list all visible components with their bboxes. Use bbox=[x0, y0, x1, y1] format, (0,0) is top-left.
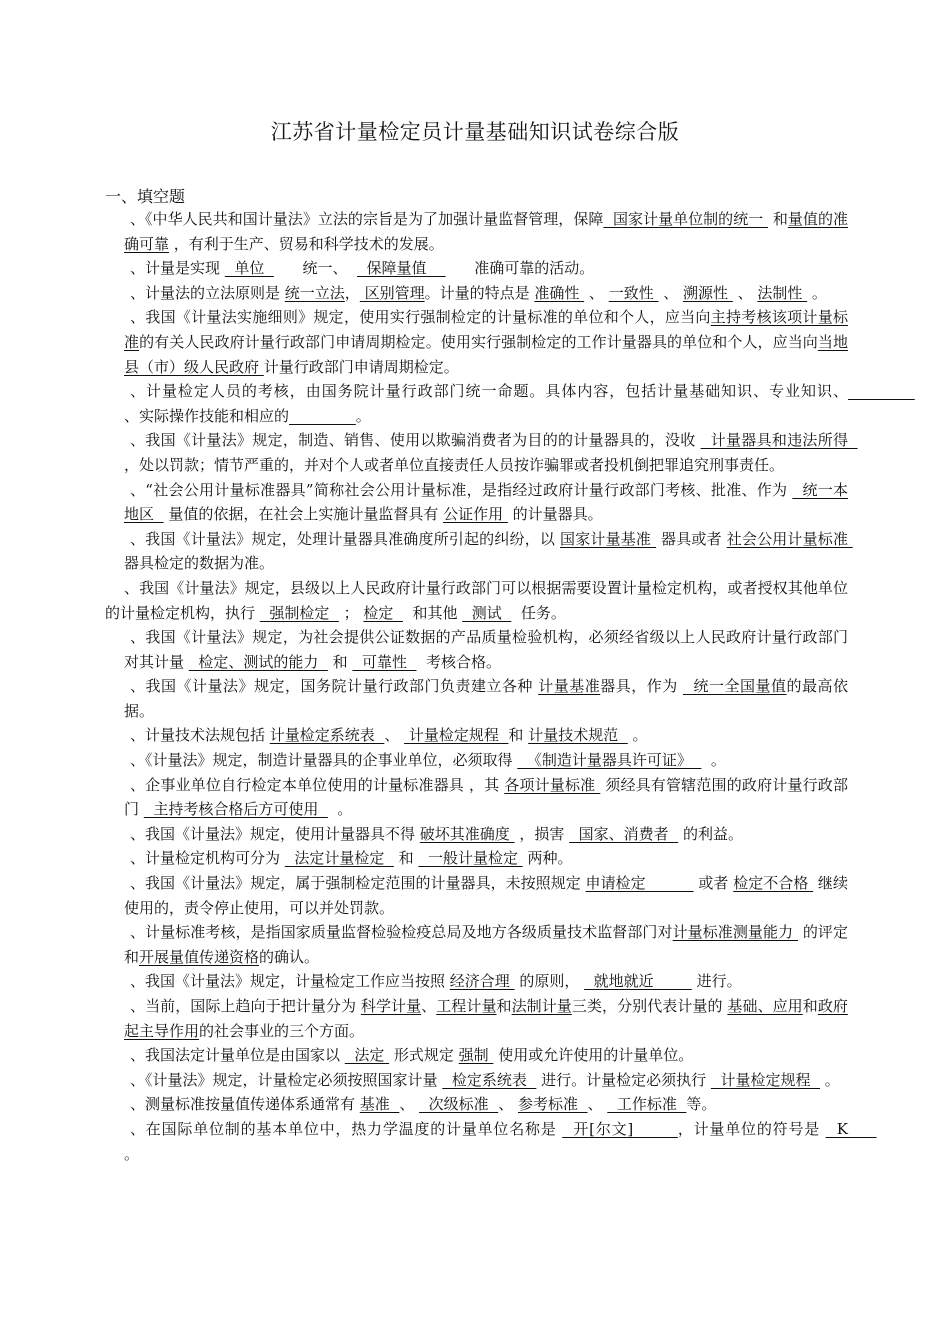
question-text: 进行。计量检定必须执行 bbox=[536, 1070, 711, 1089]
answer-blank: 国家、消费者 bbox=[569, 824, 679, 843]
question-text: 、计量检定机构可分为 bbox=[130, 849, 285, 868]
question-text: 继续使用的，责令停止使用，可以并处罚款。 bbox=[124, 874, 848, 917]
answer-blank: 统一本地区 bbox=[124, 480, 848, 524]
question-text: 、《中华人民共和国计量法》立法的宗旨是为了加强计量监督管理，保障 bbox=[130, 210, 604, 228]
answer-blank: 溯源性 bbox=[683, 283, 733, 302]
question-text: 、 bbox=[421, 997, 437, 1015]
question-text: 、企事业单位自行检定本单位使用的计量标准器具 ，其 bbox=[130, 775, 505, 794]
answer-blank: 法制计量 bbox=[511, 997, 572, 1015]
question-text: 、《计量法》规定，制造计量器具的企事业单位，必须取得 bbox=[130, 751, 518, 770]
question-text: 、计量法的立法原则是 bbox=[130, 283, 285, 302]
question-item bbox=[124, 969, 848, 994]
question-item bbox=[124, 478, 848, 527]
question-text: ，计量单位的符号是 bbox=[677, 1119, 826, 1138]
answer-blank: 测试 bbox=[462, 603, 512, 622]
question-text: 三类，分别代表计量的 bbox=[571, 997, 728, 1015]
answer-blank: 统一立法 bbox=[284, 283, 345, 302]
answer-blank: 单位 bbox=[224, 259, 274, 278]
answer-blank: 当地县（市）级人民政府 bbox=[124, 332, 848, 376]
answer-blank: 工程计量 bbox=[436, 997, 497, 1015]
question-text: 形式规定 bbox=[389, 1046, 459, 1065]
question-item bbox=[124, 871, 848, 920]
question-text: 、我国《计量法》规定，属于强制检定范围的计量器具，未按照规定 bbox=[130, 874, 586, 893]
answer-blank: 强制 bbox=[458, 1046, 494, 1065]
question-item bbox=[124, 1117, 882, 1166]
answer-blank: 计量检定规程 bbox=[404, 726, 509, 745]
answer-blank: 保障量值 bbox=[357, 259, 446, 278]
section-heading: 一、填空题 bbox=[105, 187, 186, 206]
answer-blank: 申请检定 bbox=[585, 874, 694, 893]
question-text: 、我国《计量法》规定，为社会提供公证数据的产品质量检验机构，必须经省级以上人民政府计量行政部门对其计量 bbox=[124, 628, 848, 671]
answer-blank: 法制性 bbox=[757, 283, 808, 302]
answer-blank: 计量器具和违法所得 bbox=[700, 431, 858, 450]
answer-blank: 一致性 bbox=[608, 283, 659, 302]
question-item bbox=[124, 674, 848, 723]
answer-blank: 破坏其准确度 bbox=[419, 824, 515, 843]
question-item bbox=[124, 1068, 848, 1093]
answer-blank: 区别管理 bbox=[359, 283, 425, 302]
question-text: 考核合格。 bbox=[416, 652, 502, 671]
answer-blank: 计量检定系统表 bbox=[269, 726, 385, 745]
answer-blank: 经济合理 bbox=[449, 972, 515, 991]
question-text: 等。 bbox=[686, 1095, 717, 1114]
question-text: 、实际操作技能和相应的 bbox=[124, 406, 290, 425]
question-text: 任务。 bbox=[511, 603, 566, 622]
question-text: ， bbox=[344, 283, 360, 302]
answer-blank: 就地就近 bbox=[584, 972, 692, 991]
question-text: 、 bbox=[498, 1095, 518, 1114]
question-text: 器具或者 bbox=[656, 529, 727, 548]
question-text: 、我国《计量法实施细则》规定，使用实行强制检定的计量标准的单位和个人，应当向 bbox=[130, 308, 711, 327]
question-text: 、 bbox=[587, 1095, 608, 1114]
question-text: 准确可靠的活动。 bbox=[445, 259, 595, 278]
answer-blank: 一般计量检定 bbox=[418, 849, 523, 868]
question-text: 进行。 bbox=[691, 972, 742, 991]
question-text: 、 bbox=[584, 283, 609, 302]
question-item bbox=[124, 1043, 848, 1068]
answer-blank: 国家计量单位制的统一 bbox=[603, 210, 769, 228]
answer-blank: 参考标准 bbox=[517, 1095, 588, 1114]
question-text: ，有利于生产、贸易和科学技术的发展。 bbox=[169, 234, 444, 253]
question-text: 、《计量法》规定，计量检定必须按照国家计量 bbox=[130, 1070, 443, 1089]
question-text: 、计量检定人员的考核，由国务院计量行政部门统一命题。具体内容，包括计量基础知识、专业知识、 bbox=[130, 382, 848, 401]
question-item bbox=[105, 576, 848, 625]
question-item bbox=[124, 625, 848, 674]
question-text: 。 bbox=[627, 726, 648, 745]
question-text: 。 bbox=[701, 751, 726, 770]
question-item bbox=[124, 822, 848, 847]
answer-blank: 检定 bbox=[363, 603, 403, 622]
answer-blank: 强制检定 bbox=[259, 603, 339, 622]
question-text: 。 bbox=[124, 1119, 882, 1163]
question-item bbox=[124, 428, 863, 477]
question-text: 和 bbox=[508, 726, 529, 745]
question-text: 和 bbox=[327, 652, 353, 671]
answer-blank: 社会公用计量标准 bbox=[726, 529, 853, 548]
question-text: 的社会事业的三个方面。 bbox=[199, 1021, 365, 1040]
question-text: 的有关人民政府计量行政部门申请周期检定。使用实行强制检定的工作计量器具的单位和个人，应当向 bbox=[139, 332, 818, 351]
answer-blank: 检定系统表 bbox=[442, 1070, 537, 1089]
question-text: 、“社会公用计量标准器具”简称社会公用计量标准，是指经过政府计量行政部门考核、批准、作为 bbox=[130, 480, 793, 499]
question-text: 使用或允许使用的计量单位。 bbox=[493, 1046, 694, 1065]
question-text: 、测量标准按量值传递体系通常有 bbox=[130, 1095, 360, 1114]
answer-blank: 检定不合格 bbox=[733, 874, 814, 893]
question-text: 器具，作为 bbox=[600, 677, 683, 696]
question-text: 、我国《计量法》规定，处理计量器具准确度所引起的纠纷，以 bbox=[130, 529, 561, 548]
question-text: 。计量的特点是 bbox=[424, 283, 535, 302]
question-text: 或者 bbox=[693, 874, 734, 893]
answer-blank: K bbox=[825, 1119, 877, 1138]
question-text: ，损害 bbox=[514, 824, 570, 843]
answer-blank: 计量标准测量能力 bbox=[672, 923, 798, 942]
question-text: 、 bbox=[384, 726, 405, 745]
question-text: 、 bbox=[658, 283, 684, 302]
question-text: 、 bbox=[399, 1095, 420, 1114]
question-text: ； bbox=[338, 603, 364, 622]
document-title: 江苏省计量检定员计量基础知识试卷综合版 bbox=[270, 120, 680, 144]
question-text: 、在国际单位制的基本单位中，热力学温度的计量单位名称是 bbox=[130, 1119, 563, 1138]
question-item bbox=[124, 773, 848, 822]
question-text: 。 bbox=[819, 1070, 840, 1089]
question-text: 、我国法定计量单位是由国家以 bbox=[130, 1046, 345, 1065]
question-item bbox=[124, 994, 848, 1043]
answer-blank: 量值的准确可靠 bbox=[124, 210, 848, 253]
question-text: 的利益。 bbox=[678, 824, 743, 843]
answer-blank: 计量技术规范 bbox=[528, 726, 628, 745]
question-text: 和 bbox=[496, 997, 512, 1015]
question-text: 的确认。 bbox=[259, 947, 320, 966]
answer-blank bbox=[848, 382, 915, 400]
answer-blank: 法定 bbox=[344, 1046, 390, 1065]
question-item bbox=[124, 527, 858, 576]
answer-blank: 政府起主导作用 bbox=[124, 997, 848, 1040]
question-text: 和 bbox=[393, 849, 419, 868]
question-item bbox=[124, 920, 848, 969]
answer-blank: 基础、应用 bbox=[727, 997, 803, 1015]
question-item bbox=[124, 1092, 848, 1117]
answer-blank: 《制造计量器具许可证》 bbox=[517, 751, 702, 770]
answer-blank: 基准 bbox=[359, 1095, 400, 1114]
question-item bbox=[124, 281, 848, 306]
answer-blank: 次级标准 bbox=[419, 1095, 499, 1114]
question-item bbox=[124, 748, 848, 773]
question-text: 、计量是实现 bbox=[130, 259, 225, 278]
question-item bbox=[124, 305, 848, 379]
question-text: 量值的依据，在社会上实施计量监督具有 bbox=[163, 505, 444, 524]
question-text: 、计量标准考核，是指国家质量监督检验检疫总局及地方各级质量技术监督部门对 bbox=[130, 923, 673, 942]
question-item bbox=[124, 379, 848, 428]
question-text: 器具检定的数据为准。 bbox=[124, 529, 858, 573]
answer-blank: 开[尔文] bbox=[562, 1119, 678, 1138]
answer-blank: 准确性 bbox=[534, 283, 585, 302]
answer-blank: 科学计量 bbox=[360, 997, 422, 1015]
question-item bbox=[124, 723, 848, 748]
answer-blank: 主持考核合格后方可使用 bbox=[143, 800, 328, 819]
answer-blank: 公证作用 bbox=[443, 505, 508, 524]
answer-blank: 各项计量标准 bbox=[504, 775, 601, 794]
answer-blank: 工作标准 bbox=[607, 1095, 687, 1114]
question-text: ，处以罚款；情节严重的，并对个人或者单位直接责任人员按诈骗罪或者投机倒把罪追究刑事责任。 bbox=[124, 431, 863, 474]
question-text: 、我国《计量法》规定，使用计量器具不得 bbox=[130, 824, 420, 843]
answer-blank: 检定、测试的能力 bbox=[188, 652, 328, 671]
answer-blank: 法定计量检定 bbox=[284, 849, 394, 868]
question-text: 、我国《计量法》规定，制造、销售、使用以欺骗消费者为目的的计量器具的，没收 bbox=[130, 431, 701, 450]
answer-blank: 国家计量基准 bbox=[560, 529, 657, 548]
question-text: 、计量技术法规包括 bbox=[130, 726, 270, 745]
answer-blank bbox=[289, 407, 356, 425]
question-text: 、当前，国际上趋向于把计量分为 bbox=[130, 997, 361, 1015]
question-item bbox=[124, 256, 848, 281]
question-text: 。 bbox=[355, 406, 371, 425]
answer-blank: 计量基准 bbox=[538, 677, 601, 696]
answer-blank: 计量检定规程 bbox=[710, 1070, 820, 1089]
question-list bbox=[105, 207, 882, 1166]
question-text: 统一、 bbox=[273, 259, 358, 278]
answer-blank: 主持考核该项计量标准 bbox=[124, 308, 848, 351]
question-text: 的原则， bbox=[514, 972, 585, 991]
answer-blank: 统一全国量值 bbox=[682, 677, 787, 696]
question-item bbox=[124, 846, 848, 871]
question-item bbox=[124, 207, 848, 256]
question-text: 、 bbox=[732, 283, 758, 302]
question-text: 和 bbox=[768, 210, 788, 228]
question-text: 须经具有管辖范围的政府计量行政部门 bbox=[124, 775, 848, 819]
question-text: 、我国《计量法》规定，计量检定工作应当按照 bbox=[130, 972, 450, 991]
question-text: 计量行政部门申请周期检定。 bbox=[263, 357, 459, 376]
question-text: 、我国《计量法》规定，国务院计量行政部门负责建立各种 bbox=[130, 677, 539, 696]
question-text: 的计量器具。 bbox=[507, 505, 603, 524]
question-text: 。 bbox=[807, 283, 827, 302]
answer-blank: 可靠性 bbox=[352, 652, 417, 671]
answer-blank: 开展量值传递资格 bbox=[139, 947, 260, 966]
question-text: 和其他 bbox=[402, 603, 463, 622]
question-text: 的评定和 bbox=[124, 923, 848, 966]
question-text: 。 bbox=[327, 800, 353, 819]
question-text: 两种。 bbox=[522, 849, 573, 868]
question-text: 、我国《计量法》规定，县级以上人民政府计量行政部门可以根据需要设置计量检定机构，或者授权其他单位的计量检定机构，执行 bbox=[105, 578, 848, 622]
question-text: 和 bbox=[802, 997, 818, 1015]
question-text: 的最高依据。 bbox=[124, 677, 848, 720]
